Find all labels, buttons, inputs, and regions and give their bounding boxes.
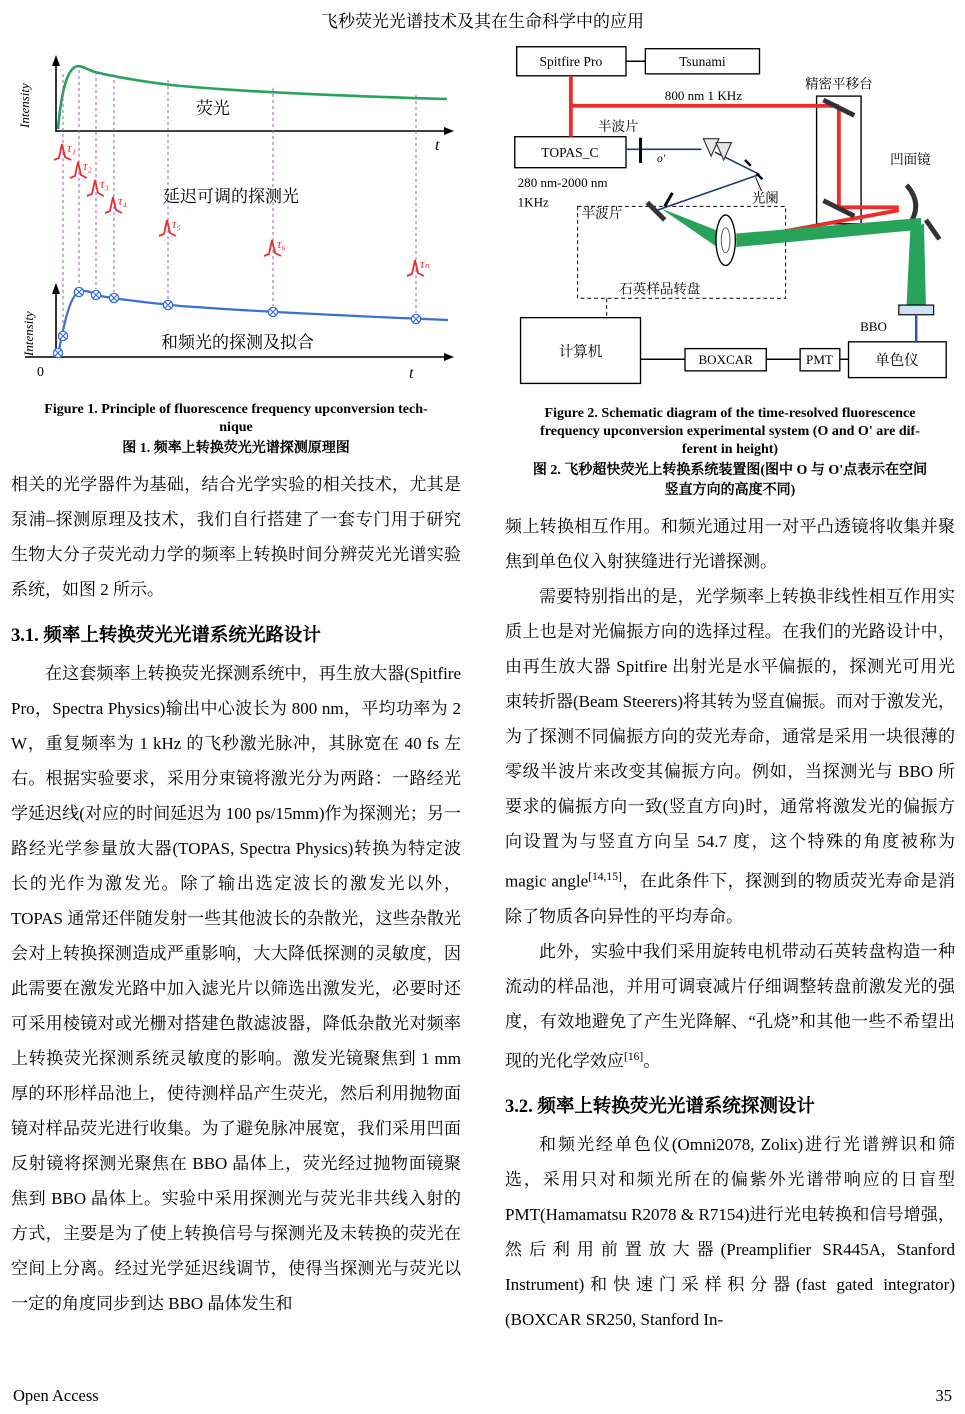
left-paragraph-continuation: 相关的光学器件为基础，结合光学实验的相关技术，尤其是泵浦–探测原理及技术，我们自行搭建了一套专门用于研究生物大分子荧光动力学的频率上转换时间分辨荧光光谱实验系统，如图 2 所示。 bbox=[11, 475, 461, 599]
svg-text:τ₅: τ₅ bbox=[172, 217, 181, 231]
fig1-probe-pulses bbox=[54, 144, 424, 276]
open-access-label: Open Access bbox=[13, 1386, 99, 1405]
two-column-layout bbox=[0, 32, 965, 1337]
figure1-caption-zh: 图 1. 频率上转换荧光光谱探测原理图 bbox=[122, 441, 350, 456]
svg-text:半波片: 半波片 bbox=[597, 118, 639, 134]
fig1-intensity-bottom-label: Intensity bbox=[21, 311, 36, 356]
right-paragraph-detection: 和频光经单色仪(Omni2078, Zolix)进行光谱辨识和筛选，采用只对和频光所在的偏紫外光谱带响应的日盲型 PMT(Hamamatsu R2078 & R7154)进行光电转换和信号增强，然后利用前置放大器(Preamplifier SR445A, Stanford Instrument)和快速门采样积分器(fast gated integrator)(BOXCAR SR250, Stanford In- bbox=[505, 1135, 955, 1330]
svg-text:1KHz: 1KHz bbox=[517, 194, 549, 210]
svg-text:τ₁: τ₁ bbox=[67, 141, 76, 155]
fig2-halfwave-plate-2 bbox=[665, 193, 673, 207]
fig2-prism-pair bbox=[703, 139, 731, 160]
fig1-sumfreq-label: 和频光的探测及拟合 bbox=[161, 333, 314, 352]
svg-text:τ₂: τ₂ bbox=[83, 159, 92, 173]
fig1-probe-label: 延迟可调的探测光 bbox=[163, 187, 299, 206]
svg-text:计算机: 计算机 bbox=[558, 344, 603, 361]
fig1-fluorescence-curve bbox=[58, 66, 447, 129]
svg-text:PMT: PMT bbox=[806, 352, 833, 368]
fig2-excitation-path bbox=[626, 149, 760, 210]
left-paragraph-optics: 在这套频率上转换荧光探测系统中，再生放大器(Spitfire Pro，Spectra Physics)输出中心波长为 800 nm，平均功率为 2 W，重复频率为 1 kHz 的飞秒激光脉冲，其脉宽在 40 fs 左右。根据实验要求，采用分束镜将激光分为两路：一路经光学延迟线(对应的时间延迟为 100 ps/15mm)作为探测光；另一路经光学参量放大器(TOPAS, Spectra Physics)转换为特定波长的光作为激发光。除了输出选定波长的激发光以外，TOPAS 通常还伴随发射一些其他波长的杂散光，这些杂散光会对上转换探测造成严重影响，大大降低探测的灵敏度，因此需要在激发光路中加入滤光片以筛选出激发光，必要时还可采用棱镜对或光栅对搭建色散滤波器，降低杂散光对频率上转换荧光探测系统灵敏度的影响。激发光镜聚焦到 1 mm 厚的环形样品池上，使待测样品产生荧光，然后利用抛物面镜对样品荧光进行收集。为了避免脉冲展宽，我们采用凹面反射镜将探测光聚焦在 BBO 晶体上，荧光经过抛物面镜聚焦到 BBO 晶体上。实验中采用探测光与荧光非共线入射的方式，主要是为了使上转换信号与探测光及未转换的荧光在空间上分离。经过光学延迟线调节，使得当探测光与荧光以一定的角度同步到达 BBO 晶体发生和 bbox=[11, 664, 461, 1313]
figure1-plot bbox=[11, 40, 461, 392]
fig1-top-yaxis-arrow bbox=[52, 55, 60, 66]
fig2-aperture-pointer bbox=[756, 177, 762, 191]
svg-text:半波片: 半波片 bbox=[581, 206, 623, 221]
figure2-caption bbox=[505, 405, 955, 501]
svg-text:石英样品转盘: 石英样品转盘 bbox=[619, 281, 701, 297]
svg-text:280 nm-2000 nm: 280 nm-2000 nm bbox=[517, 175, 608, 191]
fig1-zero-label: 0 bbox=[37, 365, 44, 380]
citation-14-15: [14,15] bbox=[588, 870, 622, 883]
svg-text:单色仪: 单色仪 bbox=[875, 353, 919, 370]
section-heading-3-1: 3.1. 频率上转换荧光光谱系统光路设计 bbox=[11, 626, 321, 646]
figure1 bbox=[11, 40, 461, 459]
fig1-bottom-yaxis-arrow bbox=[52, 283, 60, 294]
figure2 bbox=[505, 40, 955, 501]
svg-text:τ₄: τ₄ bbox=[118, 194, 127, 208]
fig1-fluorescence-label: 荧光 bbox=[196, 99, 230, 118]
svg-text:τ₆: τ₆ bbox=[277, 237, 286, 251]
svg-text:Spitfire Pro: Spitfire Pro bbox=[539, 54, 603, 70]
svg-text:BOXCAR: BOXCAR bbox=[698, 352, 753, 368]
fig2-bbo-crystal bbox=[899, 305, 934, 315]
right-paragraph-polarization: 需要特别指出的是，光学频率上转换非线性相互作用实质上也是对光偏振方向的选择过程。在我们的光路设计中，由再生放大器 Spitfire 出射光是水平偏振的，探测光可用光束转折器(Beam Steerers)将其转为竖直偏振。而对于激发光，为了探测不同偏振方向的荧光寿命，通常是采用一块很薄的零级半波片来改变其偏振方向。例如，当探测光与 BBO 所要求的偏振方向一致(竖直方向)时，通常将激发光的偏振方向设置为与竖直方向呈 54.7 度，这个特殊的角度被称为 magic angle[14,15]，在此条件下，探测到的物质荧光寿命是消除了物质各向异性的平均寿命。 bbox=[505, 587, 955, 926]
page-header bbox=[0, 0, 965, 32]
svg-text:光阑: 光阑 bbox=[751, 190, 779, 206]
fig2-mirrors bbox=[647, 100, 939, 239]
page-number: 35 bbox=[935, 1386, 952, 1405]
svg-text:o': o' bbox=[656, 151, 666, 165]
left-column bbox=[11, 40, 461, 1337]
fig2-free-labels bbox=[518, 75, 932, 334]
svg-text:τ₃: τ₃ bbox=[100, 177, 109, 191]
svg-text:800 nm 1 KHz: 800 nm 1 KHz bbox=[664, 87, 742, 103]
svg-text:Tsunami: Tsunami bbox=[679, 54, 726, 70]
svg-text:精密平移台: 精密平移台 bbox=[805, 76, 873, 92]
figure2-caption-en: Figure 2. Schematic diagram of the time-resolved fluorescence frequency upconversion experimental system (O and O' are dif- ferent in height) bbox=[540, 406, 920, 457]
section-heading-3-2: 3.2. 频率上转换荧光光谱系统探测设计 bbox=[505, 1097, 815, 1118]
fig1-bottom-xaxis-arrow bbox=[444, 353, 454, 361]
svg-text:BBO: BBO bbox=[860, 319, 887, 335]
fig2-sample-disk bbox=[716, 215, 735, 265]
right-column bbox=[505, 40, 955, 1337]
figure2-caption-zh: 图 2. 飞秒超快荧光上转换系统装置图(图中 O 与 O'点表示在空间 竖直方向的高度不同) bbox=[532, 463, 928, 498]
svg-text:τₙ: τₙ bbox=[420, 257, 430, 271]
svg-text:凹面镜: 凹面镜 bbox=[890, 151, 931, 167]
right-paragraph-turntable: 此外，实验中我们采用旋转电机带动石英转盘构造一种流动的样品池，并用可调衰减片仔细调整转盘前激发光的强度，有效地避免了产生光降解、“孔烧”和其他一些不希望出现的光化学效应[16]。 bbox=[505, 941, 955, 1071]
fig1-t-top-label: t bbox=[435, 137, 440, 154]
svg-text:TOPAS_C: TOPAS_C bbox=[541, 145, 599, 161]
citation-16: [16] bbox=[624, 1049, 644, 1063]
fig1-tau-labels bbox=[67, 141, 430, 271]
page-footer bbox=[13, 1386, 952, 1406]
figure1-caption bbox=[11, 401, 461, 459]
fig1-intensity-top-label: Intensity bbox=[17, 83, 32, 128]
fig1-top-xaxis-arrow bbox=[444, 127, 454, 135]
fig2-green-beams bbox=[661, 208, 926, 305]
right-paragraph-continuation: 频上转换相互作用。和频光通过用一对平凸透镜将收集并聚焦到单色仪入射狭缝进行光谱探测。 bbox=[505, 517, 955, 571]
figure1-caption-en: Figure 1. Principle of fluorescence frequency upconversion tech- nique bbox=[44, 402, 428, 435]
running-title: 飞秒荧光光谱技术及其在生命科学中的应用 bbox=[321, 12, 644, 31]
fig1-t-bottom-label: t bbox=[409, 365, 414, 382]
figure2-diagram bbox=[505, 40, 955, 396]
